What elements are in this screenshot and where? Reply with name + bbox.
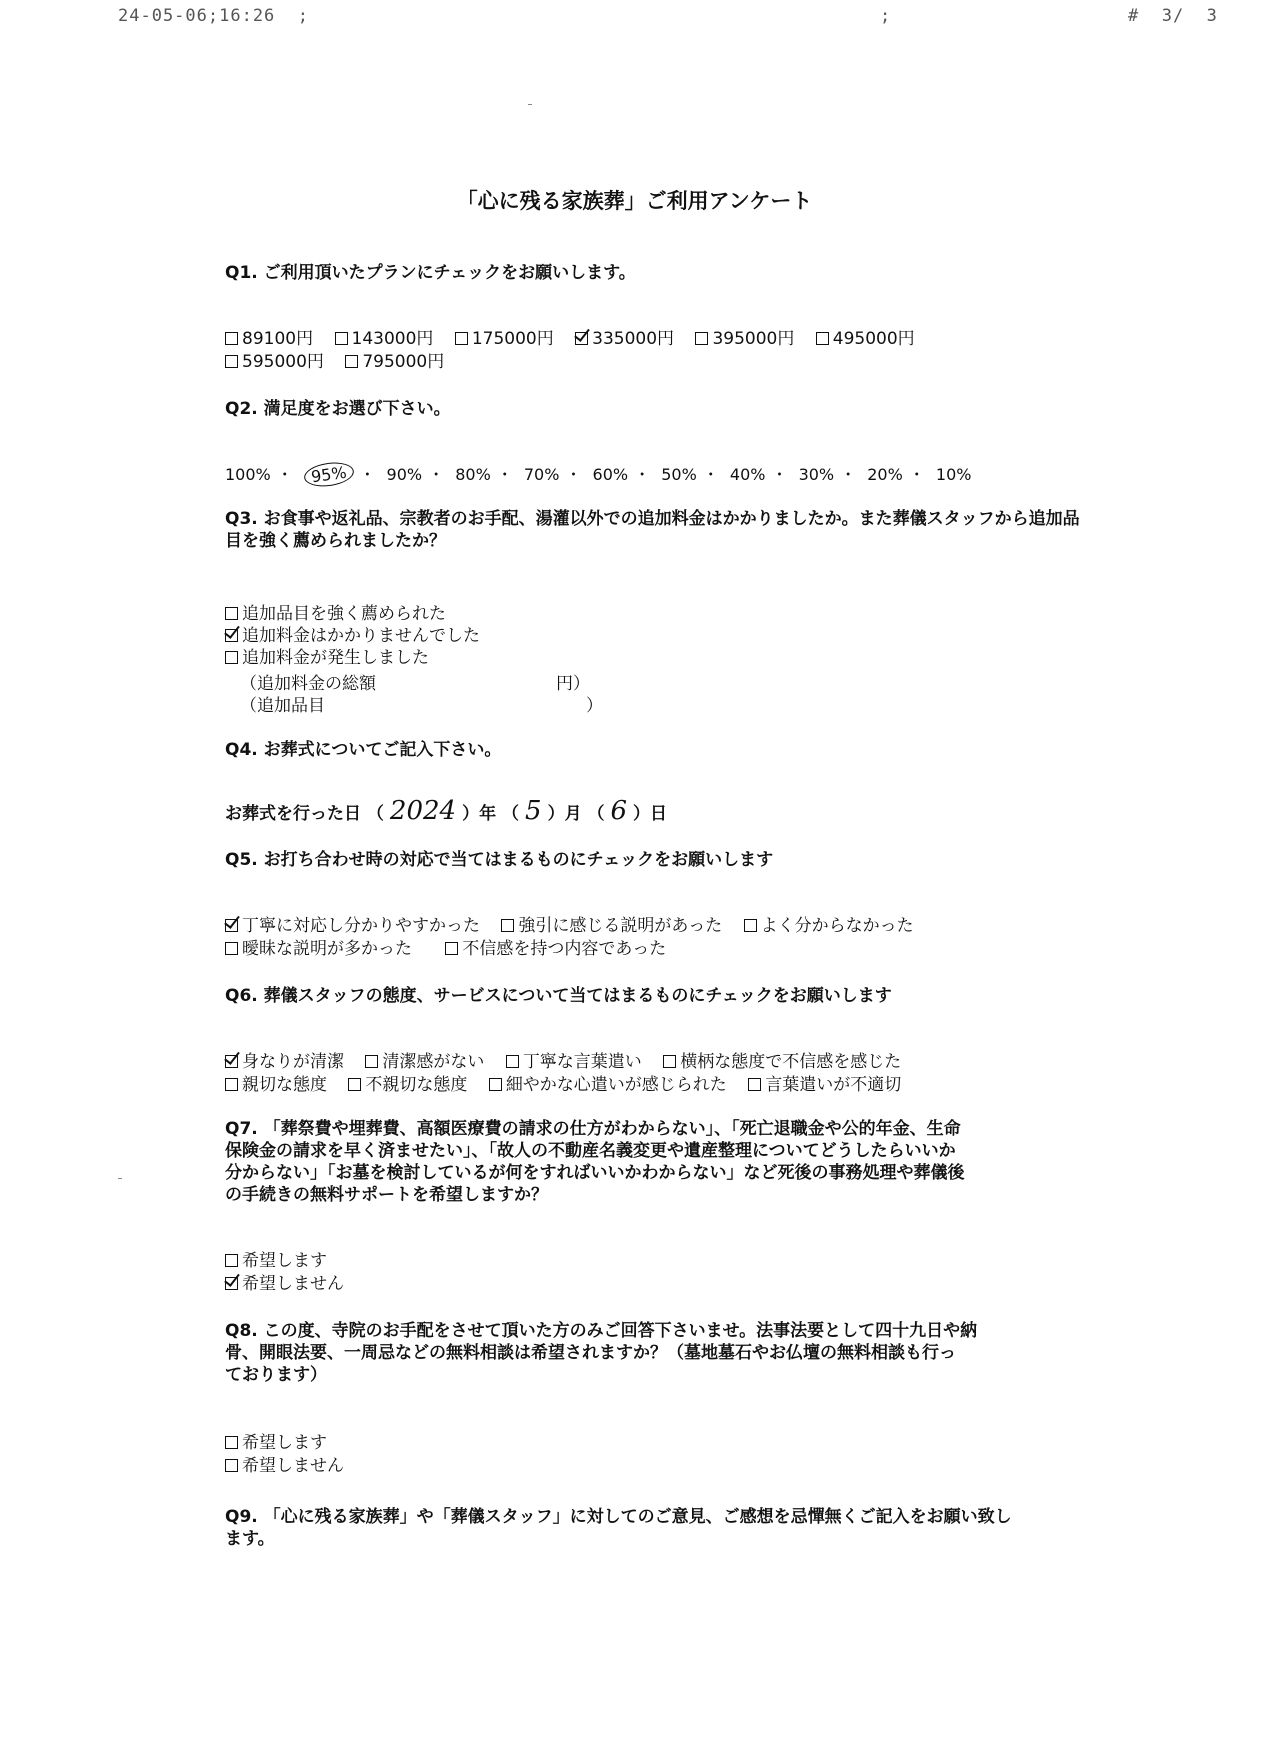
checkbox[interactable]: [489, 1078, 502, 1091]
checkbox-checked[interactable]: [575, 332, 588, 345]
q1-option[interactable]: 89100円: [225, 328, 313, 350]
q1-option[interactable]: 143000円: [335, 328, 434, 350]
checkbox[interactable]: [225, 332, 238, 345]
checkbox[interactable]: [695, 332, 708, 345]
q2-option-selected[interactable]: 95%: [303, 460, 355, 490]
checkbox[interactable]: [225, 1254, 238, 1267]
q2-question: Q2. 満足度をお選び下さい。: [225, 399, 451, 419]
q8-option[interactable]: 希望しません: [225, 1455, 344, 1477]
checkbox-checked[interactable]: [225, 629, 238, 642]
q1-option[interactable]: 495000円: [816, 328, 915, 350]
q6-option[interactable]: 細やかな心遣いが感じられた: [489, 1074, 727, 1096]
fax-timestamp: 24-05-06;16:26 ;: [118, 6, 309, 26]
q4-question: Q4. お葬式についてご記入下さい。: [225, 740, 502, 760]
q7-question-line: 分からない」「お墓を検討しているが何をすればいいかわからない」など死後の事務処理や葬儀後: [225, 1163, 965, 1183]
q7-option-checked[interactable]: 希望しません: [225, 1273, 344, 1295]
q1-option[interactable]: 595000円: [225, 351, 324, 373]
q1-options-row-1: [225, 328, 931, 350]
q6-option-checked[interactable]: 身なりが清潔: [225, 1051, 344, 1073]
q2-satisfaction-scale: 100% ・ 95% ・ 90% ・ 80% ・ 70% ・ 60% ・ 50% ・ 40% ・ 30% ・ 20% ・ 10%: [225, 462, 971, 486]
q2-option[interactable]: 70%: [523, 465, 560, 484]
q6-option[interactable]: 丁寧な言葉遣い: [506, 1051, 642, 1073]
q2-option[interactable]: 40%: [729, 465, 766, 484]
day-handwritten[interactable]: 6: [610, 796, 628, 826]
q6-question: Q6. 葬儀スタッフの態度、サービスについて当てはまるものにチェックをお願いします: [225, 986, 892, 1006]
q2-option[interactable]: 80%: [455, 465, 491, 484]
q1-option-checked[interactable]: 335000円: [575, 328, 674, 350]
checkbox[interactable]: [816, 332, 829, 345]
q2-option[interactable]: 100%: [225, 465, 271, 484]
q9-comment-area[interactable]: [225, 1560, 1085, 1720]
checkbox[interactable]: [345, 355, 358, 368]
q3-option[interactable]: 追加料金が発生しました: [225, 647, 429, 669]
scan-speck: [118, 1178, 122, 1179]
checkbox[interactable]: [663, 1055, 676, 1068]
checkbox-checked[interactable]: [225, 919, 238, 932]
q7-question-line: の手続きの無料サポートを希望しますか？: [225, 1185, 548, 1205]
fax-page-number: # 3/ 3: [1128, 6, 1218, 26]
checkbox[interactable]: [335, 332, 348, 345]
year-handwritten[interactable]: 2024: [389, 796, 457, 826]
scan-speck: [528, 104, 532, 105]
q1-question: Q1. ご利用頂いたプランにチェックをお願いします。: [225, 263, 636, 283]
q3-total-amount-field[interactable]: （追加料金の総額 円）: [240, 674, 590, 694]
survey-title: 「心に残る家族葬」ご利用アンケート: [456, 189, 813, 213]
q7-question-line: 保険金の請求を早く済ませたい」、「故人の不動産名義変更や遺産整理についてどうしたらいいか: [225, 1141, 956, 1161]
q6-options-row-2: [225, 1074, 917, 1096]
checkbox[interactable]: [348, 1078, 361, 1091]
q3-option-checked[interactable]: 追加料金はかかりませんでした: [225, 625, 480, 647]
checkbox[interactable]: [225, 651, 238, 664]
q8-question-line: ております）: [225, 1365, 327, 1385]
q5-option[interactable]: 不信感を持つ内容であった: [445, 938, 666, 960]
month-handwritten[interactable]: 5: [525, 796, 542, 826]
q6-options-row-1: [225, 1051, 917, 1073]
checkbox[interactable]: [365, 1055, 378, 1068]
checkbox[interactable]: [225, 942, 238, 955]
q2-option[interactable]: 90%: [386, 465, 423, 484]
q7-option[interactable]: 希望します: [225, 1250, 327, 1272]
q3-question: Q3. お食事や返礼品、宗教者のお手配、湯灌以外での追加料金はかかりましたか。また葬儀スタッフから追加品目を強く薦められましたか？: [225, 509, 1080, 551]
q5-option-checked[interactable]: 丁寧に対応し分かりやすかった: [225, 915, 480, 937]
q2-option[interactable]: 60%: [592, 465, 629, 484]
q2-option[interactable]: 50%: [661, 465, 697, 484]
checkbox[interactable]: [501, 919, 514, 932]
q9-question-line: Q9. 「心に残る家族葬」や「葬儀スタッフ」に対してのご意見、ご感想を忌憚無くご記入をお願い致し: [225, 1507, 1012, 1527]
q1-options-row-2: [225, 351, 460, 373]
q5-option[interactable]: 強引に感じる説明があった: [501, 915, 722, 937]
checkbox[interactable]: [455, 332, 468, 345]
q8-question-line: Q8. この度、寺院のお手配をさせて頂いた方のみご回答下さいませ。法事法要として四十九日や納: [225, 1321, 978, 1341]
q5-option[interactable]: よく分からなかった: [744, 915, 914, 937]
checkbox[interactable]: [225, 355, 238, 368]
q2-option[interactable]: 20%: [867, 465, 903, 484]
q5-options-row-2: [225, 938, 682, 960]
checkbox[interactable]: [225, 607, 238, 620]
checkbox[interactable]: [445, 942, 458, 955]
q5-option[interactable]: 曖昧な説明が多かった: [225, 938, 412, 960]
q2-option[interactable]: 30%: [798, 465, 835, 484]
q9-question-line: ます。: [225, 1529, 275, 1549]
checkbox[interactable]: [744, 919, 757, 932]
q5-options-row-1: [225, 915, 930, 937]
checkbox[interactable]: [506, 1055, 519, 1068]
checkbox[interactable]: [225, 1078, 238, 1091]
q6-option[interactable]: 清潔感がない: [365, 1051, 484, 1073]
checkbox[interactable]: [748, 1078, 761, 1091]
q2-option[interactable]: 10%: [935, 465, 972, 484]
q3-option[interactable]: 追加品目を強く薦められた: [225, 603, 446, 625]
q8-question-line: 骨、開眼法要、一周忌などの無料相談は希望されますか？（墓地墓石やお仏壇の無料相談も行っ: [225, 1343, 956, 1363]
q7-question-line: Q7. 「葬祭費や埋葬費、高額医療費の請求の仕方がわからない」、「死亡退職金や公的年金、生命: [225, 1119, 961, 1139]
q8-option[interactable]: 希望します: [225, 1432, 327, 1454]
q6-option[interactable]: 親切な態度: [225, 1074, 327, 1096]
checkbox-checked[interactable]: [225, 1055, 238, 1068]
q6-option[interactable]: 不親切な態度: [348, 1074, 467, 1096]
q4-funeral-date: お葬式を行った日 （ 2024 ）年 （ 5 ）月 （ 6 ）日: [225, 796, 668, 826]
checkbox[interactable]: [225, 1459, 238, 1472]
q5-question: Q5. お打ち合わせ時の対応で当てはまるものにチェックをお願いします: [225, 850, 774, 870]
q1-option[interactable]: 395000円: [695, 328, 794, 350]
q3-additional-items-field[interactable]: （追加品目 ）: [240, 696, 603, 716]
fax-separator: ;: [880, 6, 892, 26]
checkbox[interactable]: [225, 1436, 238, 1449]
checkbox-checked[interactable]: [225, 1277, 238, 1290]
q6-option[interactable]: 言葉遣いが不適切: [748, 1074, 901, 1096]
q1-option[interactable]: 795000円: [345, 351, 444, 373]
q6-option[interactable]: 横柄な態度で不信感を感じた: [663, 1051, 901, 1073]
q1-option[interactable]: 175000円: [455, 328, 554, 350]
